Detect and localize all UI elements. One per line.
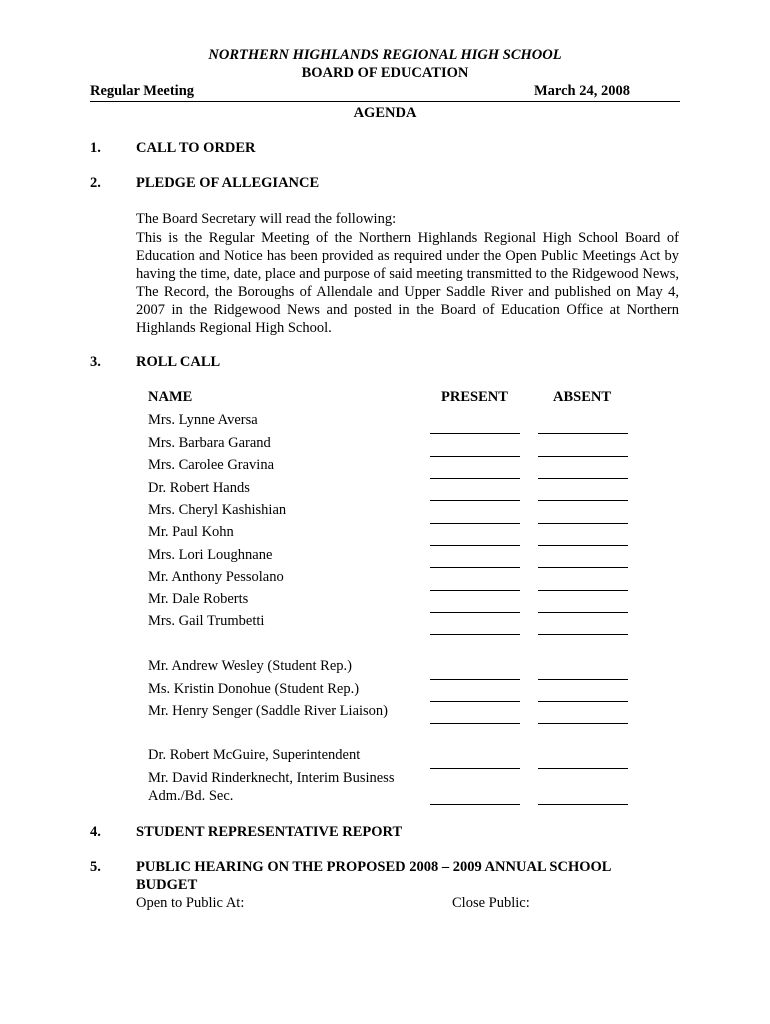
absent-blank (538, 478, 628, 479)
present-blank (430, 456, 520, 457)
representative-name: Mr. Henry Senger (Saddle River Liaison) (148, 703, 389, 719)
administrator-name: Dr. Robert McGuire, Superintendent (148, 747, 361, 763)
absent-blank (538, 590, 628, 591)
member-name: Mr. Dale Roberts (148, 591, 249, 607)
col-header-absent: ABSENT (553, 389, 612, 405)
present-blank (430, 523, 520, 524)
present-blank (430, 768, 520, 769)
school-name: NORTHERN HIGHLANDS REGIONAL HIGH SCHOOL (208, 47, 562, 63)
absent-blank (538, 567, 628, 568)
item-title-pledge: PLEDGE OF ALLEGIANCE (136, 175, 320, 191)
present-blank (430, 590, 520, 591)
representative-name: Mr. Andrew Wesley (Student Rep.) (148, 658, 352, 674)
present-blank (430, 634, 520, 635)
header-divider (90, 101, 680, 102)
absent-blank (538, 679, 628, 680)
absent-blank (538, 545, 628, 546)
absent-blank (538, 456, 628, 457)
absent-blank (538, 500, 628, 501)
item-number: 1. (90, 140, 101, 156)
member-name: Mrs. Barbara Garand (148, 435, 271, 451)
pledge-statement: This is the Regular Meeting of the Northern Highlands Regional High School Board of Education and Notice has been provided as required under the Open Public Meetings Act by having the time, date, place and purpose of said meeting transmitted to the Ridgewood News, The Record, the Boroughs of Allendale and Upper Saddle River and published on May 4, 2007 in the Ridgewood News and posted in the Board of Education Office at Northern Highlands Regional High School. (136, 230, 679, 336)
board-title: BOARD OF EDUCATION (301, 65, 469, 81)
present-blank (430, 545, 520, 546)
col-header-present: PRESENT (441, 389, 508, 405)
member-name: Dr. Robert Hands (148, 480, 250, 496)
item-number: 4. (90, 824, 101, 840)
present-blank (430, 433, 520, 434)
present-blank (430, 804, 520, 805)
present-blank (430, 500, 520, 501)
absent-blank (538, 723, 628, 724)
member-name: Mrs. Carolee Gravina (148, 457, 275, 473)
administrator-name: Mr. David Rinderknecht, Interim Business (148, 770, 395, 786)
present-blank (430, 679, 520, 680)
absent-blank (538, 768, 628, 769)
absent-blank (538, 634, 628, 635)
representative-name: Ms. Kristin Donohue (Student Rep.) (148, 681, 360, 697)
meeting-date: March 24, 2008 (534, 83, 630, 99)
member-name: Mrs. Lynne Aversa (148, 412, 258, 428)
item-title-call-to-order: CALL TO ORDER (136, 140, 256, 156)
absent-blank (538, 433, 628, 434)
item-number: 3. (90, 354, 101, 370)
item-title-public-hearing-cont: BUDGET (136, 877, 198, 893)
absent-blank (538, 804, 628, 805)
item-number: 5. (90, 859, 101, 875)
present-blank (430, 723, 520, 724)
pledge-intro: The Board Secretary will read the following: (136, 211, 397, 227)
item-number: 2. (90, 175, 101, 191)
present-blank (430, 701, 520, 702)
col-header-name: NAME (148, 389, 193, 405)
absent-blank (538, 701, 628, 702)
open-to-public-label: Open to Public At: (136, 895, 245, 911)
agenda-title: AGENDA (353, 105, 417, 121)
present-blank (430, 478, 520, 479)
absent-blank (538, 523, 628, 524)
member-name: Mrs. Gail Trumbetti (148, 613, 265, 629)
member-name: Mr. Paul Kohn (148, 524, 234, 540)
present-blank (430, 567, 520, 568)
item-title-public-hearing: PUBLIC HEARING ON THE PROPOSED 2008 – 2009 ANNUAL SCHOOL (136, 859, 612, 875)
member-name: Mr. Anthony Pessolano (148, 569, 284, 585)
close-public-label: Close Public: (452, 895, 530, 911)
member-name: Mrs. Cheryl Kashishian (148, 502, 287, 518)
item-title-roll-call: ROLL CALL (136, 354, 221, 370)
meeting-type: Regular Meeting (90, 83, 195, 99)
present-blank (430, 612, 520, 613)
member-name: Mrs. Lori Loughnane (148, 547, 273, 563)
item-title-student-report: STUDENT REPRESENTATIVE REPORT (136, 824, 403, 840)
administrator-title-cont: Adm./Bd. Sec. (148, 788, 234, 804)
absent-blank (538, 612, 628, 613)
